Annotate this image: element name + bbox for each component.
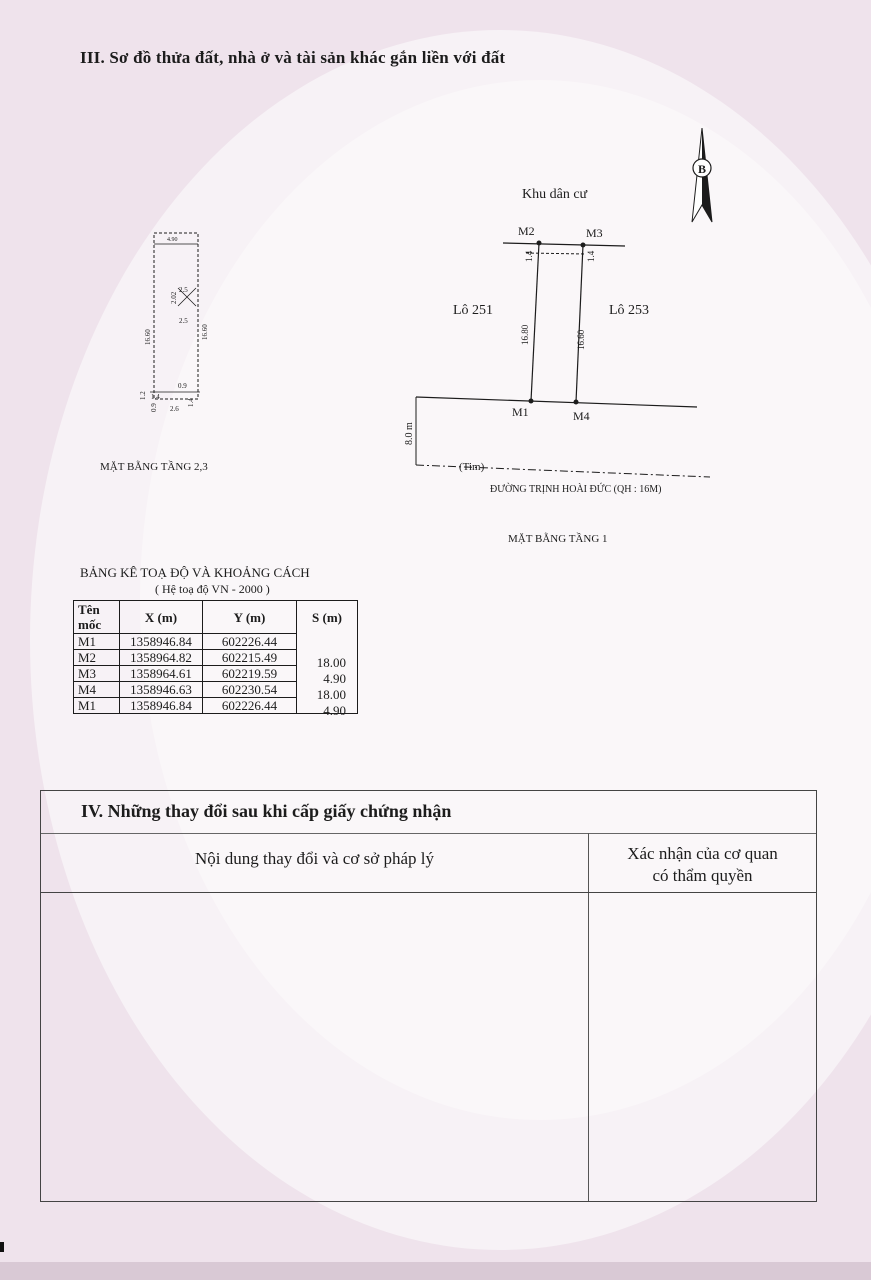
cell-x: 1358964.82 xyxy=(120,650,203,666)
upper-bottom-e: 1.4 xyxy=(187,398,195,407)
upper-side-right: 16.60 xyxy=(201,324,209,340)
floor-2-3-caption: MẶT BẰNG TẦNG 2,3 xyxy=(100,461,208,473)
upper-inner-a: 2.5 xyxy=(179,286,188,294)
header-y: Y (m) xyxy=(203,601,297,634)
header-x: X (m) xyxy=(120,601,203,634)
dim-front-left: 1.4 xyxy=(524,250,534,262)
road-center-label: (Tim) xyxy=(459,461,485,473)
residential-area-label: Khu dân cư xyxy=(522,187,588,202)
point-m1: M1 xyxy=(512,405,529,419)
upper-inner-b: 2.02 xyxy=(170,291,178,304)
divider xyxy=(41,892,816,893)
floor-2-3-plan xyxy=(100,233,209,473)
section-4-changes-box xyxy=(40,790,817,1202)
cell-x: 1358964.61 xyxy=(120,666,203,682)
confirmation-line-2: có thẩm quyền xyxy=(652,866,753,885)
north-arrow-icon xyxy=(692,128,712,222)
cell-name: M1 xyxy=(74,634,120,650)
upper-bottom-a: 0.9 xyxy=(178,382,187,390)
cell-y: 602226.44 xyxy=(203,634,297,650)
upper-bottom-c: 2.6 xyxy=(170,405,179,413)
upper-bottom-b: 1.4 xyxy=(151,393,160,401)
floor-1-plan xyxy=(404,224,710,545)
cell-name: M3 xyxy=(74,666,120,682)
dim-right-side: 16.60 xyxy=(576,329,586,350)
upper-inner-c: 2.5 xyxy=(179,317,188,325)
header-name: Tên mốc xyxy=(74,601,120,634)
distance-value: 18.00 xyxy=(316,655,346,670)
divider xyxy=(41,833,816,834)
distance-column xyxy=(300,655,346,719)
confirmation-line-1: Xác nhận của cơ quan xyxy=(627,844,778,863)
upper-width-top: 4.90 xyxy=(167,237,178,243)
cell-name: M1 xyxy=(74,698,120,714)
cell-name: M4 xyxy=(74,682,120,698)
distance-value: 4.90 xyxy=(323,671,346,686)
section-4-title: IV. Những thay đổi sau khi cấp giấy chứng nhận xyxy=(81,801,452,821)
column-header-confirmation xyxy=(589,843,816,887)
distance-value: 18.00 xyxy=(316,687,346,702)
coords-table-title: BẢNG KÊ TOẠ ĐỘ VÀ KHOẢNG CÁCH xyxy=(80,565,310,580)
lot-253-label: Lô 253 xyxy=(609,303,650,318)
north-label: B xyxy=(697,162,707,176)
lot-251-label: Lô 251 xyxy=(453,303,494,318)
section-3-title: III. Sơ đồ thửa đất, nhà ở và tài sản khác gắn liền với đất xyxy=(80,48,506,67)
floor-1-caption: MẶT BẰNG TẦNG 1 xyxy=(508,533,608,545)
scan-mark xyxy=(0,1242,4,1252)
point-m3: M3 xyxy=(586,226,603,240)
dim-road-offset: 8.0 m xyxy=(404,422,415,445)
header-s: S (m) xyxy=(297,601,358,634)
cell-s xyxy=(297,634,358,650)
upper-side-left: 16.60 xyxy=(144,329,152,345)
cell-x: 1358946.63 xyxy=(120,682,203,698)
cell-x: 1358946.84 xyxy=(120,634,203,650)
dim-left-side: 16.80 xyxy=(520,324,530,345)
cell-x: 1358946.84 xyxy=(120,698,203,714)
upper-bottom-d: 1.2 xyxy=(139,391,147,400)
column-divider xyxy=(588,833,589,1201)
point-m4: M4 xyxy=(573,409,590,423)
dim-front-right: 1.4 xyxy=(586,250,596,262)
upper-bottom-f: 0.9 xyxy=(150,403,158,412)
cell-y: 602215.49 xyxy=(203,650,297,666)
cell-y: 602230.54 xyxy=(203,682,297,698)
distance-value: 4.90 xyxy=(323,703,346,718)
table-row xyxy=(74,634,358,650)
cell-y: 602226.44 xyxy=(203,698,297,714)
coords-table-subtitle: ( Hệ toạ độ VN - 2000 ) xyxy=(155,582,270,596)
cell-y: 602219.59 xyxy=(203,666,297,682)
road-label: ĐƯỜNG TRỊNH HOÀI ĐỨC (QH : 16M) xyxy=(490,484,662,495)
cell-name: M2 xyxy=(74,650,120,666)
column-header-changes: Nội dung thay đổi và cơ sở pháp lý xyxy=(195,849,434,868)
point-m2: M2 xyxy=(518,224,535,238)
